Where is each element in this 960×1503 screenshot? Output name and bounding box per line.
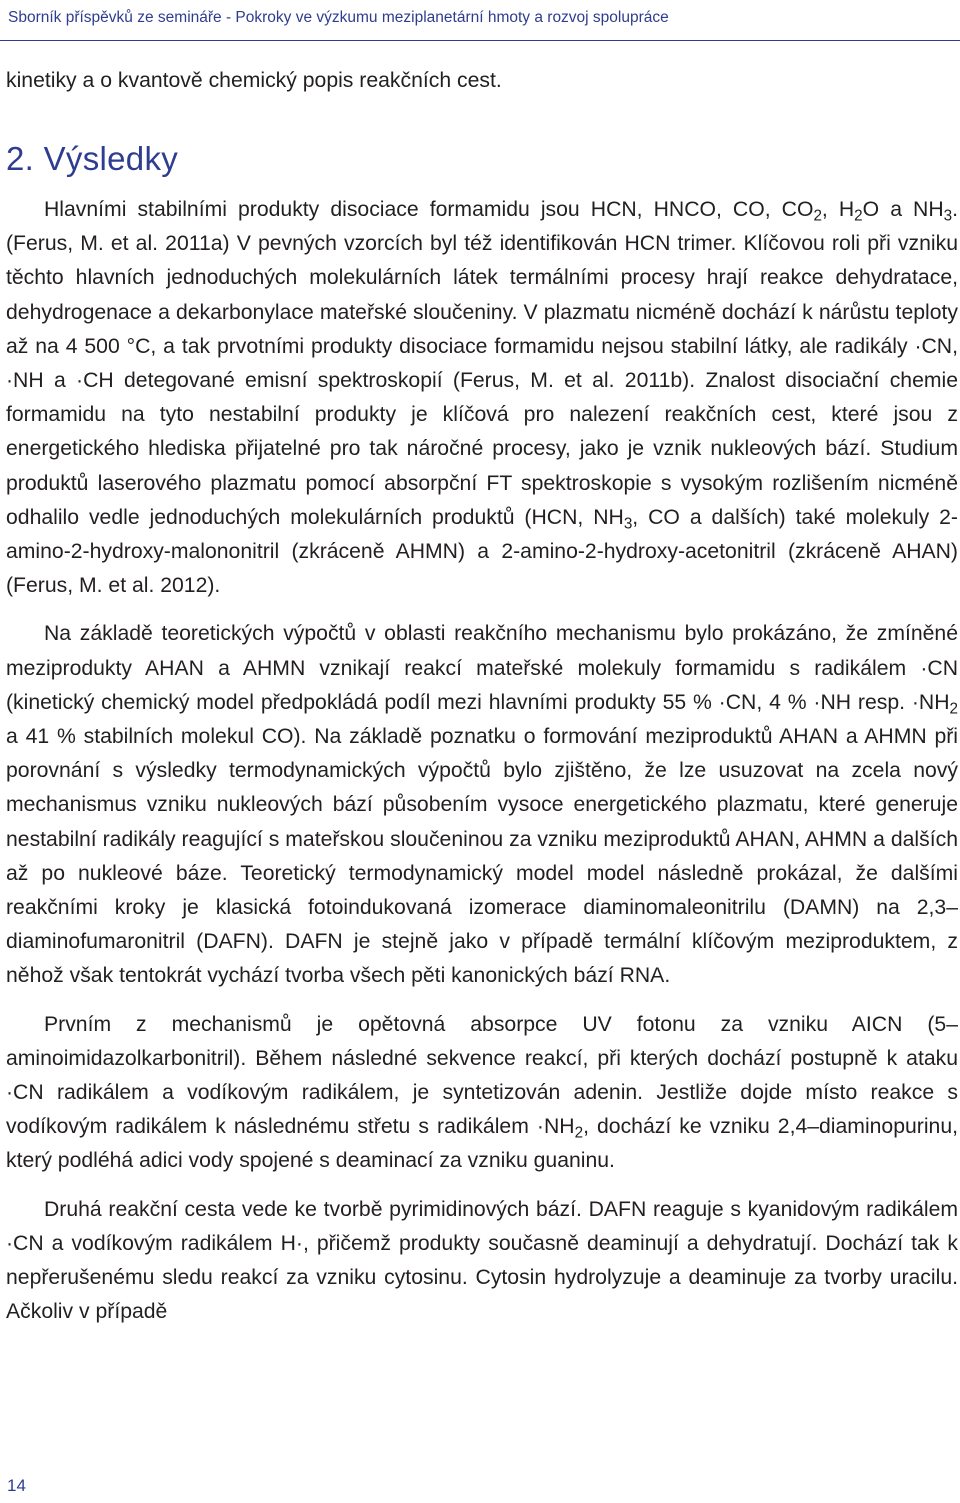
p4-text-1: Druhá reakční cesta vede ke tvorbě pyrimidinových bází. DAFN reaguje s kyanidovým radikálem ·CN a vodíkovým radikálem H·, přičemž produkty současně deaminují a dehydratují. Dochází tak k nepřerušenému sledu reakcí za vzniku cytosinu. Cytosin hydrolyzuje a deaminuje za tvorby uracilu. Ačkoliv v případě <box>6 1197 958 1324</box>
running-header-title: Sborník příspěvků ze semináře - Pokroky ve výzkumu meziplanetární hmoty a rozvoj spolupráce <box>8 9 669 26</box>
p3-sub-1: 2 <box>574 1124 584 1142</box>
p3-text-1: Prvním z mechanismů je opětovná absorpce UV fotonu za vzniku AICN (5–aminoimidazolkarbonitril). Během následné sekvence reakcí, při kterých dochází postupně k ataku ·CN radikálem a vodíkovým radikálem, je syntetizován adenin. Jestliže dojde místo reakce s vodíkovým radikálem k následnému střetu s radikálem ·NH <box>6 1012 958 1139</box>
p1-text-3: O a NH <box>862 198 944 221</box>
p1-sub-3: 3 <box>943 207 953 225</box>
p2-text-2: a 41 % stabilních molekul CO). Na základě poznatku o formování meziproduktů AHAN a AHMN při porovnání s výsledky termodynamických výpočtů bylo zjištěno, že lze usuzovat na zcela nový mechanismus vzniku nukleových bází působením vysoce energetického plazmatu, které generuje nestabilní radikály reagující s mateřskou sloučeninou za vzniku meziproduktů AHAN, AHMN a dalších až po nukleové báze. Teoretický termodynamický model model následně prokázal, že dalšími reakčními kroky je klasická fotoindukovaná izomerace diaminomaleonitrilu (DAMN) na 2,3–diaminofumaronitril (DAFN). DAFN je stejně jako v případě termální klíčovým meziproduktem, z něhož však tentokrát vychází tvorba všech pěti kanonických bází RNA. <box>6 725 958 988</box>
section-heading: 2. Výsledky <box>6 140 179 177</box>
p2-sub-1: 2 <box>949 700 958 718</box>
p1-sub-1: 2 <box>813 207 822 225</box>
p1-sub-2: 2 <box>854 207 863 225</box>
p3-text-2: , dochází ke vzniku 2,4–diaminopurinu, který podléhá adici vody spojené s deaminací za vzniku guaninu. <box>6 1115 959 1173</box>
section-body <box>6 193 958 1344</box>
paragraph-3 <box>6 1008 958 1179</box>
paragraph-1 <box>6 193 958 603</box>
p1-sub-4: 3 <box>623 515 633 533</box>
paragraph-4 <box>6 1193 958 1330</box>
p2-text-1: Na základě teoretických výpočtů v oblasti reakčního mechanismu bylo prokázáno, že zmíněné meziprodukty AHAN a AHMN vznikají reakcí mateřské molekuly formamidu s radikálem ·CN (kinetický chemický model předpokládá podíl mezi hlavními produkty 55 % ·CN, 4 % ·NH resp. ·NH <box>6 622 958 714</box>
paragraph-2 <box>6 617 958 993</box>
p1-text-4: .(Ferus, M. et al. 2011a) V pevných vzorcích byl též identifikován HCN trimer. Klíčovou roli při vzniku těchto hlavních jednoduchých molekulárních látek termálními procesy hrají reakce dehydratace, dehydrogenace a dekarbonylace mateřské sloučeniny. V plazmatu nicméně dochází k nárůstu teploty až na 4 500 °C, a tak prvotními produkty disociace formamidu nejsou stabilní látky, ale radikály ·CN, ·NH a ·CH detegované emisní spektroskopií (Ferus, M. et al. 2011b). Znalost disociační chemie formamidu na tyto nestabilní produkty je klíčová pro nalezení reakčních cest, které jsou z energetického hlediska přijatelné pro tak náročné procesy, jako je vznik nukleových bází. Studium produktů laserového plazmatu pomocí absorpční FT spektroskopie s vysokým rozlišením nicméně odhalilo vedle jednoduchých molekulárních produktů (HCN, NH <box>6 198 959 529</box>
header-divider <box>0 40 960 41</box>
p1-text-1: Hlavními stabilními produkty disociace formamidu jsou HCN, HNCO, CO, CO <box>44 198 814 221</box>
p1-text-5: , CO a dalších) také molekuly 2-amino-2-hydroxy-malononitril (zkráceně AHMN) a 2-amino-2-hydroxy-acetonitril (zkráceně AHAN) (Ferus, M. et al. 2012). <box>6 505 958 598</box>
p1-text-2: , H <box>821 198 855 221</box>
page-number: 14 <box>7 1476 26 1495</box>
intro-line: kinetiky a o kvantově chemický popis reakčních cest. <box>6 69 502 92</box>
